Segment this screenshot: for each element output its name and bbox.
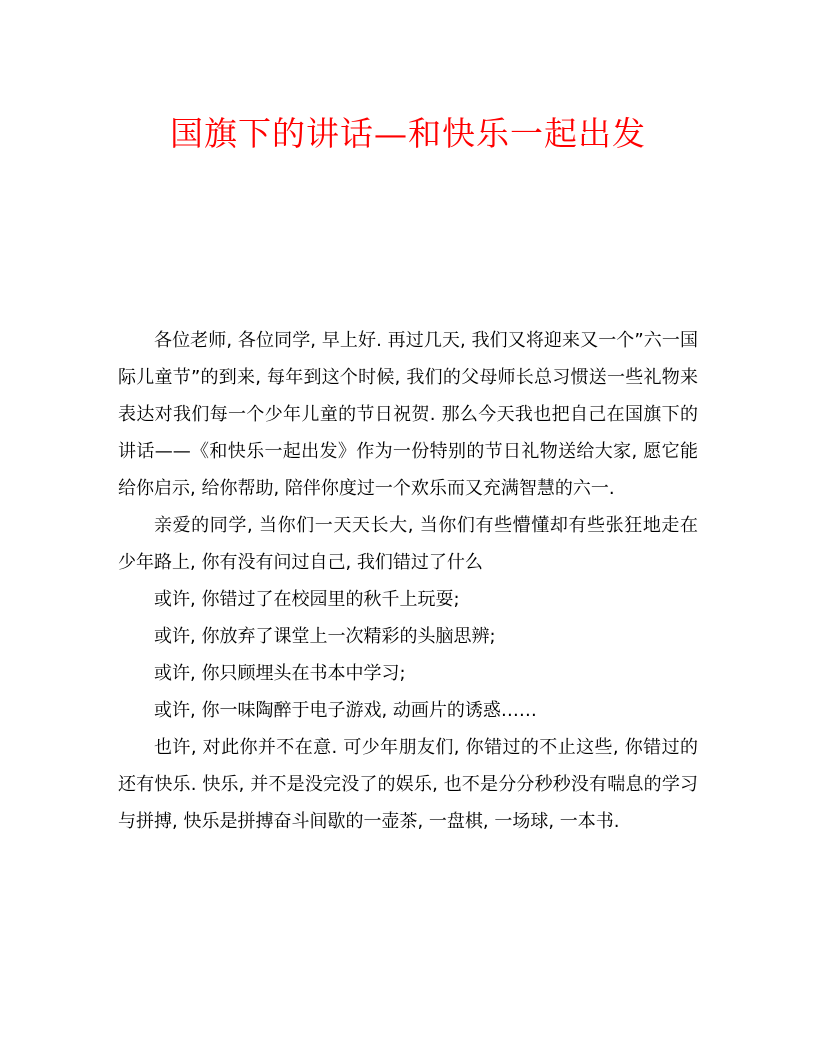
paragraph-perhaps-4: 或许, 你一味陶醉于电子游戏, 动画片的诱惑……: [154, 700, 537, 721]
paragraph-perhaps-1: 或许, 你错过了在校园里的秋千上玩耍;: [154, 589, 460, 610]
paragraph-perhaps-3: 或许, 你只顾埋头在书本中学习;: [154, 663, 406, 684]
document-title: 国旗下的讲话—和快乐一起出发: [170, 114, 646, 153]
paragraph-question: 亲爱的同学, 当你们一天天长大, 当你们有些懵懂却有些张狂地走在少年路上, 你有没有问过自己, 我们错过了什么: [118, 515, 698, 573]
paragraph-perhaps-2: 或许, 你放弃了课堂上一次精彩的头脑思辨;: [154, 626, 496, 647]
paragraph-greeting: 各位老师, 各位同学, 早上好. 再过几天, 我们又将迎来又一个”六一国际儿童节”的到来, 每年到这个时候, 我们的父母师长总习惯送一些礼物来表达对我们每一个少年儿童的节日祝贺. 那么今天我也把自己在国旗下的讲话——《和快乐一起出发》作为一份特别的节日礼物送给大家, 愿它能给你启示, 给你帮助, 陪伴你度过一个欢乐而又充满智慧的六一.: [118, 330, 698, 499]
paragraph-happiness: 也许, 对此你并不在意. 可少年朋友们, 你错过的不止这些, 你错过的还有快乐. 快乐, 并不是没完没了的娱乐, 也不是分分秒秒没有喘息的学习与拼搏, 快乐是拼搏奋斗间歇的一壶茶, 一盘棋, 一场球, 一本书.: [118, 737, 698, 832]
document-body: [118, 322, 698, 840]
